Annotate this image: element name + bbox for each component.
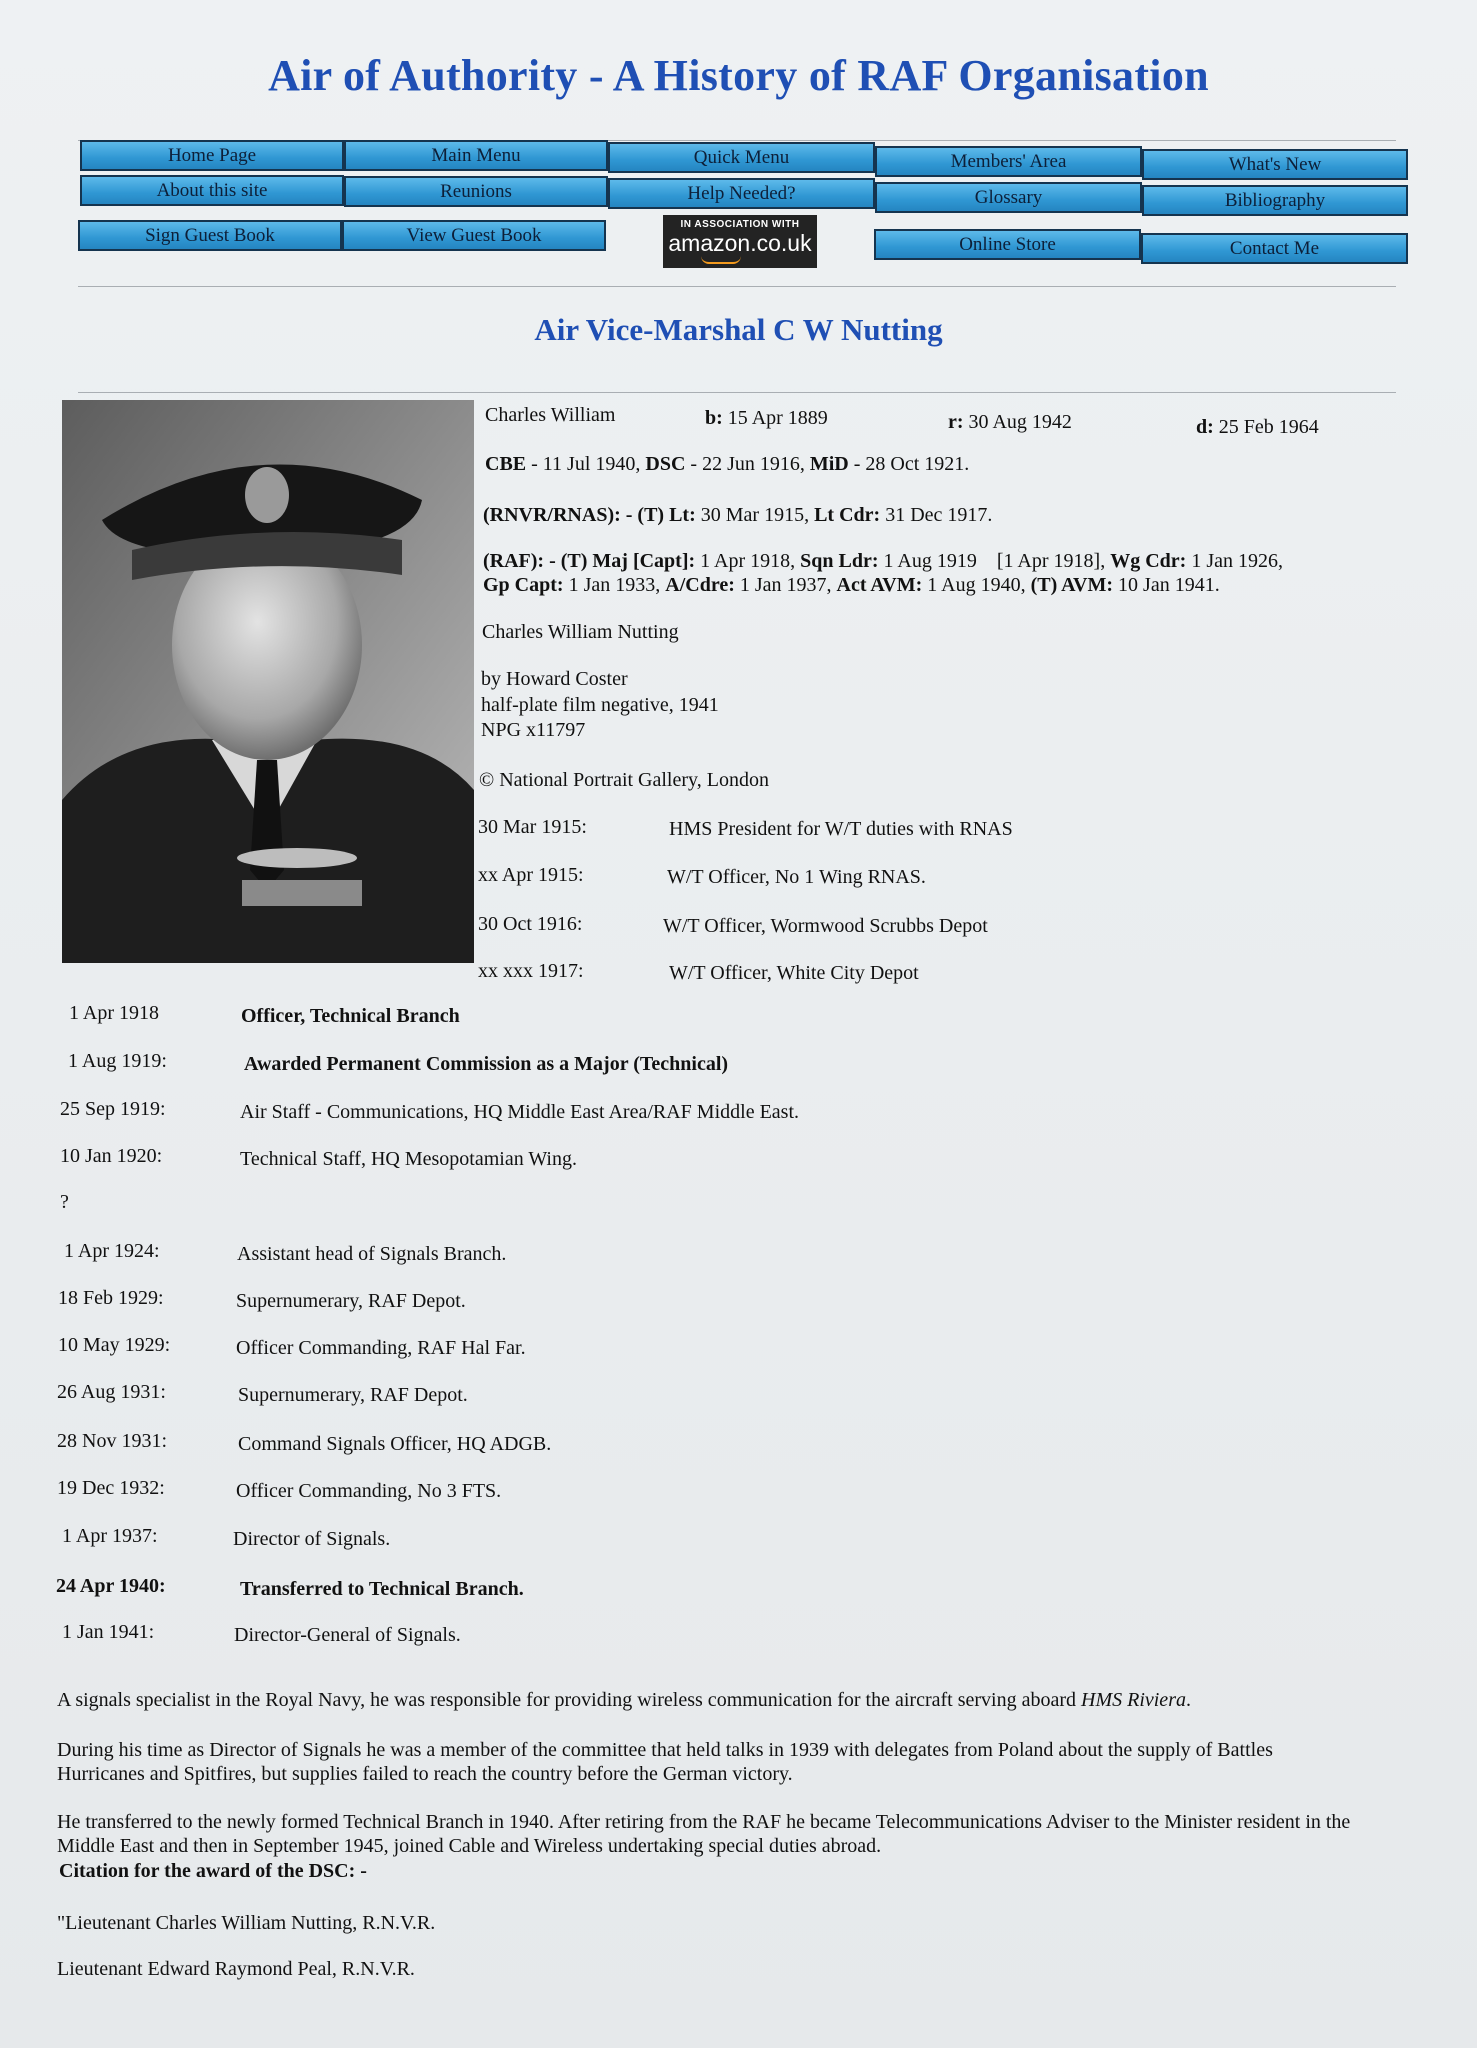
career-date: 1 Apr 1918 <box>69 1002 159 1024</box>
career-date: 28 Nov 1931: <box>57 1430 167 1452</box>
award-label: CBE <box>485 453 527 475</box>
career-date: 19 Dec 1932: <box>57 1477 165 1499</box>
rank-label: Sqn Ldr: <box>800 550 879 572</box>
nav-members-area-button[interactable]: Members' Area <box>875 146 1142 177</box>
career-post: HMS President for W/T duties with RNAS <box>669 818 1013 840</box>
rank-text: 10 Jan 1941. <box>1113 574 1220 596</box>
rank-text: 1 Apr 1918, <box>695 550 801 572</box>
amazon-logo: amazon.co.uk <box>668 230 812 256</box>
amazon-association-banner[interactable] <box>663 215 817 268</box>
rank-text: 1 Jan 1926, <box>1186 550 1283 572</box>
award-text: - 11 Jul 1940, <box>526 453 646 475</box>
rnvr-lcdr-label: Lt Cdr: <box>814 504 881 526</box>
career-post: W/T Officer, No 1 Wing RNAS. <box>667 866 926 888</box>
nav-reunions-button[interactable]: Reunions <box>344 176 608 207</box>
retired-value: 30 Aug 1942 <box>968 411 1072 433</box>
caption-medium: half-plate film negative, 1941 <box>481 694 719 716</box>
career-date: 10 May 1929: <box>58 1334 171 1356</box>
nav-sign-guest-book-button[interactable]: Sign Guest Book <box>78 220 342 251</box>
career-date: 24 Apr 1940: <box>56 1575 166 1597</box>
amazon-smile-icon <box>701 256 741 264</box>
nav-online-store-button[interactable]: Online Store <box>874 229 1141 260</box>
narrative-paragraph-3: He transferred to the newly formed Technical Branch in 1940. After retiring from the RAF he became Telecommunications Adviser to the Minister resident in the Middle East and then in September 1945, joined Cable and Wireless undertaking special duties abroad. <box>57 1811 1351 1857</box>
career-post: Supernumerary, RAF Depot. <box>236 1290 466 1312</box>
career-date: 30 Oct 1916: <box>478 913 583 935</box>
career-post: Assistant head of Signals Branch. <box>237 1243 507 1265</box>
retired-date <box>948 411 1072 434</box>
career-post: Air Staff - Communications, HQ Middle East Area/RAF Middle East. <box>240 1101 800 1123</box>
portrait-image <box>62 400 474 963</box>
ship-name: HMS Riviera <box>1081 1689 1186 1711</box>
rnvr-label: (RNVR/RNAS): - (T) Lt: <box>483 504 696 526</box>
site-title: Air of Authority - A History of RAF Organisation <box>268 51 1209 100</box>
born-value: 15 Apr 1889 <box>727 407 828 429</box>
narrative-paragraph-1 <box>57 1688 1397 1712</box>
award-label: MiD <box>809 453 849 475</box>
raf-ranks-line-1 <box>483 550 1283 573</box>
rnvr-ranks-line <box>483 504 992 527</box>
nav-whats-new-button[interactable]: What's New <box>1142 149 1408 180</box>
died-value: 25 Feb 1964 <box>1218 416 1319 438</box>
rnvr-text: 30 Mar 1915, <box>695 504 815 526</box>
rank-label: Wg Cdr: <box>1110 550 1187 572</box>
nav-view-guest-book-button[interactable]: View Guest Book <box>342 220 606 251</box>
retired-label: r: <box>948 411 964 433</box>
citation-heading: Citation for the award of the DSC: - <box>59 1860 367 1882</box>
amazon-assoc-text: IN ASSOCIATION WITH <box>680 219 800 230</box>
career-date: 25 Sep 1919: <box>60 1098 166 1120</box>
career-date: 10 Jan 1920: <box>60 1145 163 1167</box>
career-post: Awarded Permanent Commission as a Major (Technical) <box>244 1053 729 1075</box>
rank-text: 1 Jan 1937, <box>734 574 837 596</box>
citation-line-2: Lieutenant Edward Raymond Peal, R.N.V.R. <box>57 1958 415 1980</box>
career-date: 1 Apr 1937: <box>62 1525 158 1547</box>
birth-date <box>705 407 828 430</box>
caption-ref: NPG x11797 <box>481 719 586 741</box>
career-post: Director of Signals. <box>233 1528 391 1550</box>
narrative-p1-text: A signals specialist in the Royal Navy, he was responsible for providing wireless communication for the aircraft serving aboard <box>57 1689 1081 1711</box>
caption-artist: by Howard Coster <box>481 668 628 690</box>
award-text: - 28 Oct 1921. <box>848 453 970 475</box>
nav-main-menu-button[interactable]: Main Menu <box>344 140 608 171</box>
career-date: 1 Apr 1924: <box>64 1240 160 1262</box>
rank-text: 1 Aug 1940, <box>922 574 1031 596</box>
career-date: 18 Feb 1929: <box>58 1287 164 1309</box>
title-divider <box>78 392 1396 393</box>
narrative-p1-end: . <box>1185 1689 1191 1711</box>
nav-divider <box>78 286 1396 287</box>
rank-label: Act AVM: <box>836 574 923 596</box>
career-date: 26 Aug 1931: <box>57 1381 166 1403</box>
nav-contact-button[interactable]: Contact Me <box>1141 233 1408 264</box>
page-title: Air Vice-Marshal C W Nutting <box>534 312 943 347</box>
rank-label: A/Cdre: <box>665 574 735 596</box>
rnvr-lcdr-text: 31 Dec 1917. <box>880 504 993 526</box>
caption-copyright: © National Portrait Gallery, London <box>479 769 769 791</box>
career-date: 30 Mar 1915: <box>478 816 587 838</box>
rank-text: 1 Aug 1919 [1 Apr 1918], <box>878 550 1111 572</box>
career-post: Officer Commanding, RAF Hal Far. <box>236 1337 526 1359</box>
career-date: 1 Jan 1941: <box>62 1621 155 1643</box>
nav-home-button[interactable]: Home Page <box>80 140 344 171</box>
nav-glossary-button[interactable]: Glossary <box>875 182 1142 213</box>
award-label: DSC <box>645 453 686 475</box>
career-date: xx Apr 1915: <box>478 864 584 886</box>
career-post: W/T Officer, Wormwood Scrubbs Depot <box>663 915 988 937</box>
career-post: W/T Officer, White City Depot <box>669 962 919 984</box>
forenames: Charles William <box>485 404 616 426</box>
career-date: xx xxx 1917: <box>478 960 584 982</box>
career-post: Transferred to Technical Branch. <box>240 1578 524 1600</box>
rank-label: Gp Capt: <box>483 574 564 596</box>
narrative-paragraph-2: During his time as Director of Signals he was a member of the committee that held talks in 1939 with delegates from Poland about the supply of Battles Hurricanes and Spitfires, but supplies failed to reach the country before the German victory. <box>57 1739 1273 1785</box>
nav-menu <box>80 140 1410 275</box>
caption-name: Charles William Nutting <box>482 621 679 643</box>
born-label: b: <box>705 407 723 429</box>
career-post: Officer Commanding, No 3 FTS. <box>236 1480 502 1502</box>
career-date: 1 Aug 1919: <box>68 1050 167 1072</box>
career-date: ? <box>60 1191 69 1213</box>
career-post: Supernumerary, RAF Depot. <box>238 1384 468 1406</box>
award-text: - 22 Jun 1916, <box>685 453 810 475</box>
career-post: Director-General of Signals. <box>234 1624 461 1646</box>
nav-bibliography-button[interactable]: Bibliography <box>1142 185 1408 216</box>
raf-ranks-line-2 <box>483 574 1220 597</box>
rank-label: (RAF): - (T) Maj [Capt]: <box>483 550 696 572</box>
died-label: d: <box>1196 416 1214 438</box>
nav-about-button[interactable]: About this site <box>80 175 344 206</box>
rank-label: (T) AVM: <box>1030 574 1114 596</box>
rank-text: 1 Jan 1933, <box>563 574 666 596</box>
death-date <box>1196 416 1319 439</box>
nav-quick-menu-button[interactable]: Quick Menu <box>608 142 875 173</box>
citation-line-1: "Lieutenant Charles William Nutting, R.N.V.R. <box>57 1912 436 1934</box>
career-post: Technical Staff, HQ Mesopotamian Wing. <box>240 1148 577 1170</box>
nav-help-button[interactable]: Help Needed? <box>608 178 875 209</box>
career-post: Officer, Technical Branch <box>241 1005 460 1027</box>
career-post: Command Signals Officer, HQ ADGB. <box>238 1433 552 1455</box>
portrait-photo <box>62 400 474 963</box>
awards-line <box>485 453 969 476</box>
